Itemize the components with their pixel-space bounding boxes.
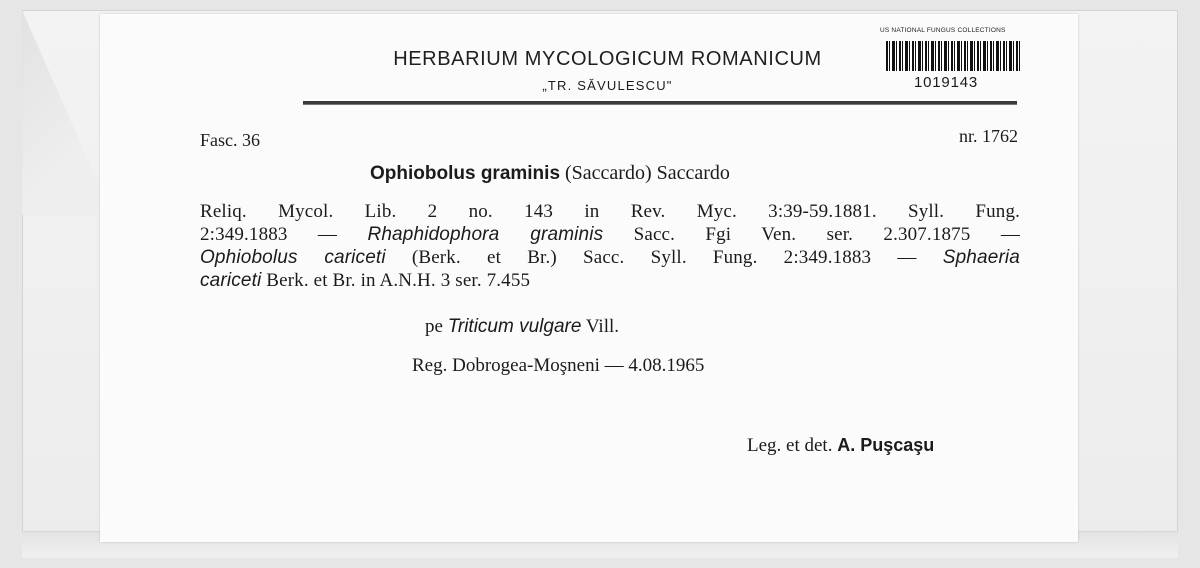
- synonymy-line: [200, 269, 1020, 292]
- synonym-name: Sphaeria: [942, 247, 1021, 268]
- synonymy-block: [200, 200, 1020, 292]
- host-prefix: pe: [425, 316, 448, 337]
- synonym-name: cariceti: [200, 270, 262, 291]
- barcode-block: [880, 27, 1020, 97]
- synonymy-text: Reliq. Mycol. Lib. 2 no. 143 in Rev. Myc. 3:39-59.1881. Syll. Fung.: [200, 201, 1020, 222]
- collector-prefix: Leg. et det.: [747, 435, 838, 456]
- synonymy-line: [200, 223, 1020, 246]
- synonymy-text: 2:349.1883 —: [200, 224, 368, 245]
- synonymy-text: (Berk. et Br.) Sacc. Syll. Fung. 2:349.1883 —: [385, 247, 943, 268]
- species-authority: (Saccardo) Saccardo: [565, 162, 730, 184]
- species-name: Ophiobolus graminis: [370, 163, 561, 184]
- locality-date: Reg. Dobrogea-Moşneni — 4.08.1965: [412, 355, 705, 376]
- host-authority: Vill.: [581, 316, 619, 337]
- fascicle-number: Fasc. 36: [200, 130, 260, 150]
- collector-name: A. Puşcaşu: [837, 435, 935, 455]
- synonym-name: Ophiobolus cariceti: [200, 247, 386, 268]
- herbarium-title: HERBARIUM MYCOLOGICUM ROMANICUM: [393, 48, 822, 70]
- host-line: [425, 316, 619, 338]
- barcode-icon: [886, 41, 1020, 71]
- barcode-number: 1019143: [914, 74, 978, 91]
- synonymy-line: [200, 200, 1020, 223]
- species-line: [370, 162, 730, 185]
- barcode-caption: US NATIONAL FUNGUS COLLECTIONS: [880, 27, 1006, 34]
- synonym-name: Rhaphidophora graminis: [367, 224, 604, 245]
- synonymy-line: [200, 246, 1020, 269]
- herbarium-subtitle: „TR. SĂVULESCU": [542, 78, 673, 93]
- collector-line: [747, 435, 934, 457]
- synonymy-text: Sacc. Fgi Ven. ser. 2.307.1875 —: [603, 224, 1020, 245]
- synonymy-text: Berk. et Br. in A.N.H. 3 ser. 7.455: [261, 270, 531, 291]
- header-rule: [303, 101, 1017, 105]
- host-name: Triticum vulgare: [447, 316, 582, 337]
- specimen-number: nr. 1762: [958, 126, 1018, 146]
